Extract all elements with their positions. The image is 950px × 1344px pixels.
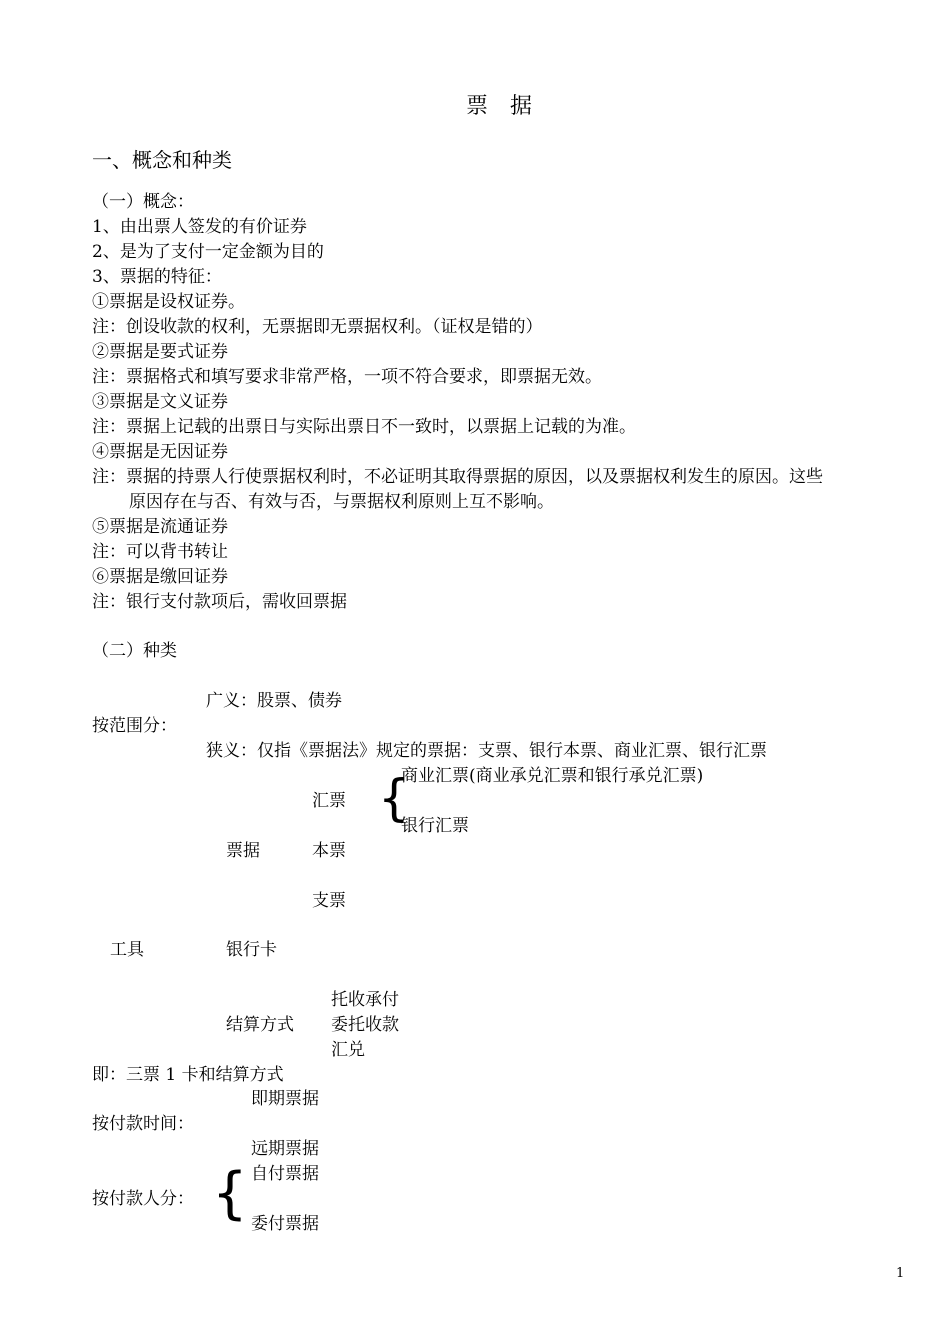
settlement-item: 委托收款 — [331, 1015, 399, 1035]
feature-note: 注：银行支付款项后，需收回票据 — [92, 592, 347, 612]
feature-label: ①票据是设权证券。 — [92, 292, 245, 312]
list-item: 3、票据的特征： — [92, 267, 222, 287]
feature-label: ⑥票据是缴回证券 — [92, 567, 228, 587]
settlement-label: 结算方式 — [226, 1015, 294, 1035]
feature-note: 注：票据的持票人行使票据权利时，不必证明其取得票据的原因，以及票据权利发生的原因。这些 — [92, 467, 823, 487]
feature-note: 注：创设收款的权利，无票据即无票据权利。（证权是错的） — [92, 317, 543, 337]
summary-line: 即：三票 1 卡和结算方式 — [92, 1065, 284, 1085]
by-payer-item: 自付票据 — [251, 1164, 319, 1184]
by-payer-item: 委付票据 — [251, 1214, 319, 1234]
feature-label: ③票据是文义证券 — [92, 392, 228, 412]
bills-label: 票据 — [226, 841, 260, 861]
bank-card: 银行卡 — [226, 940, 277, 960]
feature-note: 注：票据上记载的出票日与实际出票日不一致时，以票据上记载的为准。 — [92, 417, 636, 437]
commercial-draft: 商业汇票(商业承兑汇票和银行承兑汇票) — [401, 766, 704, 786]
by-time-item: 远期票据 — [251, 1139, 319, 1159]
subsection-concept: （一）概念： — [92, 192, 194, 212]
cheque: 支票 — [312, 891, 346, 911]
list-item: 1、由出票人签发的有价证券 — [92, 217, 307, 237]
subsection-types: （二）种类 — [92, 641, 177, 661]
by-time-label: 按付款时间： — [92, 1114, 194, 1134]
scope-broad: 广义：股票、债券 — [206, 691, 342, 711]
by-payer-label: 按付款人分： — [92, 1189, 194, 1209]
draft-label: 汇票 — [312, 791, 346, 811]
bank-draft: 银行汇票 — [401, 816, 469, 836]
settlement-item: 汇兑 — [331, 1040, 365, 1060]
scope-label: 按范围分： — [92, 716, 177, 736]
list-item: 2、是为了支付一定金额为目的 — [92, 242, 324, 262]
feature-label: ④票据是无因证券 — [92, 442, 228, 462]
page-title: 票据 — [466, 94, 555, 119]
brace-icon: { — [378, 769, 410, 827]
feature-note: 注：票据格式和填写要求非常严格，一项不符合要求，即票据无效。 — [92, 367, 602, 387]
scope-narrow: 狭义：仅指《票据法》规定的票据：支票、银行本票、商业汇票、银行汇票 — [206, 741, 767, 761]
tools-label: 工具 — [110, 940, 144, 960]
feature-note: 注：可以背书转让 — [92, 542, 228, 562]
settlement-item: 托收承付 — [331, 990, 399, 1010]
feature-note-continued: 原因存在与否、有效与否，与票据权利原则上互不影响。 — [129, 492, 554, 512]
by-time-item: 即期票据 — [251, 1089, 319, 1109]
promissory-note: 本票 — [312, 841, 346, 861]
page-number: 1 — [896, 1266, 905, 1281]
section-heading: 一、概念和种类 — [92, 148, 232, 172]
feature-label: ②票据是要式证券 — [92, 342, 228, 362]
feature-label: ⑤票据是流通证券 — [92, 517, 228, 537]
brace-icon: { — [212, 1161, 248, 1226]
